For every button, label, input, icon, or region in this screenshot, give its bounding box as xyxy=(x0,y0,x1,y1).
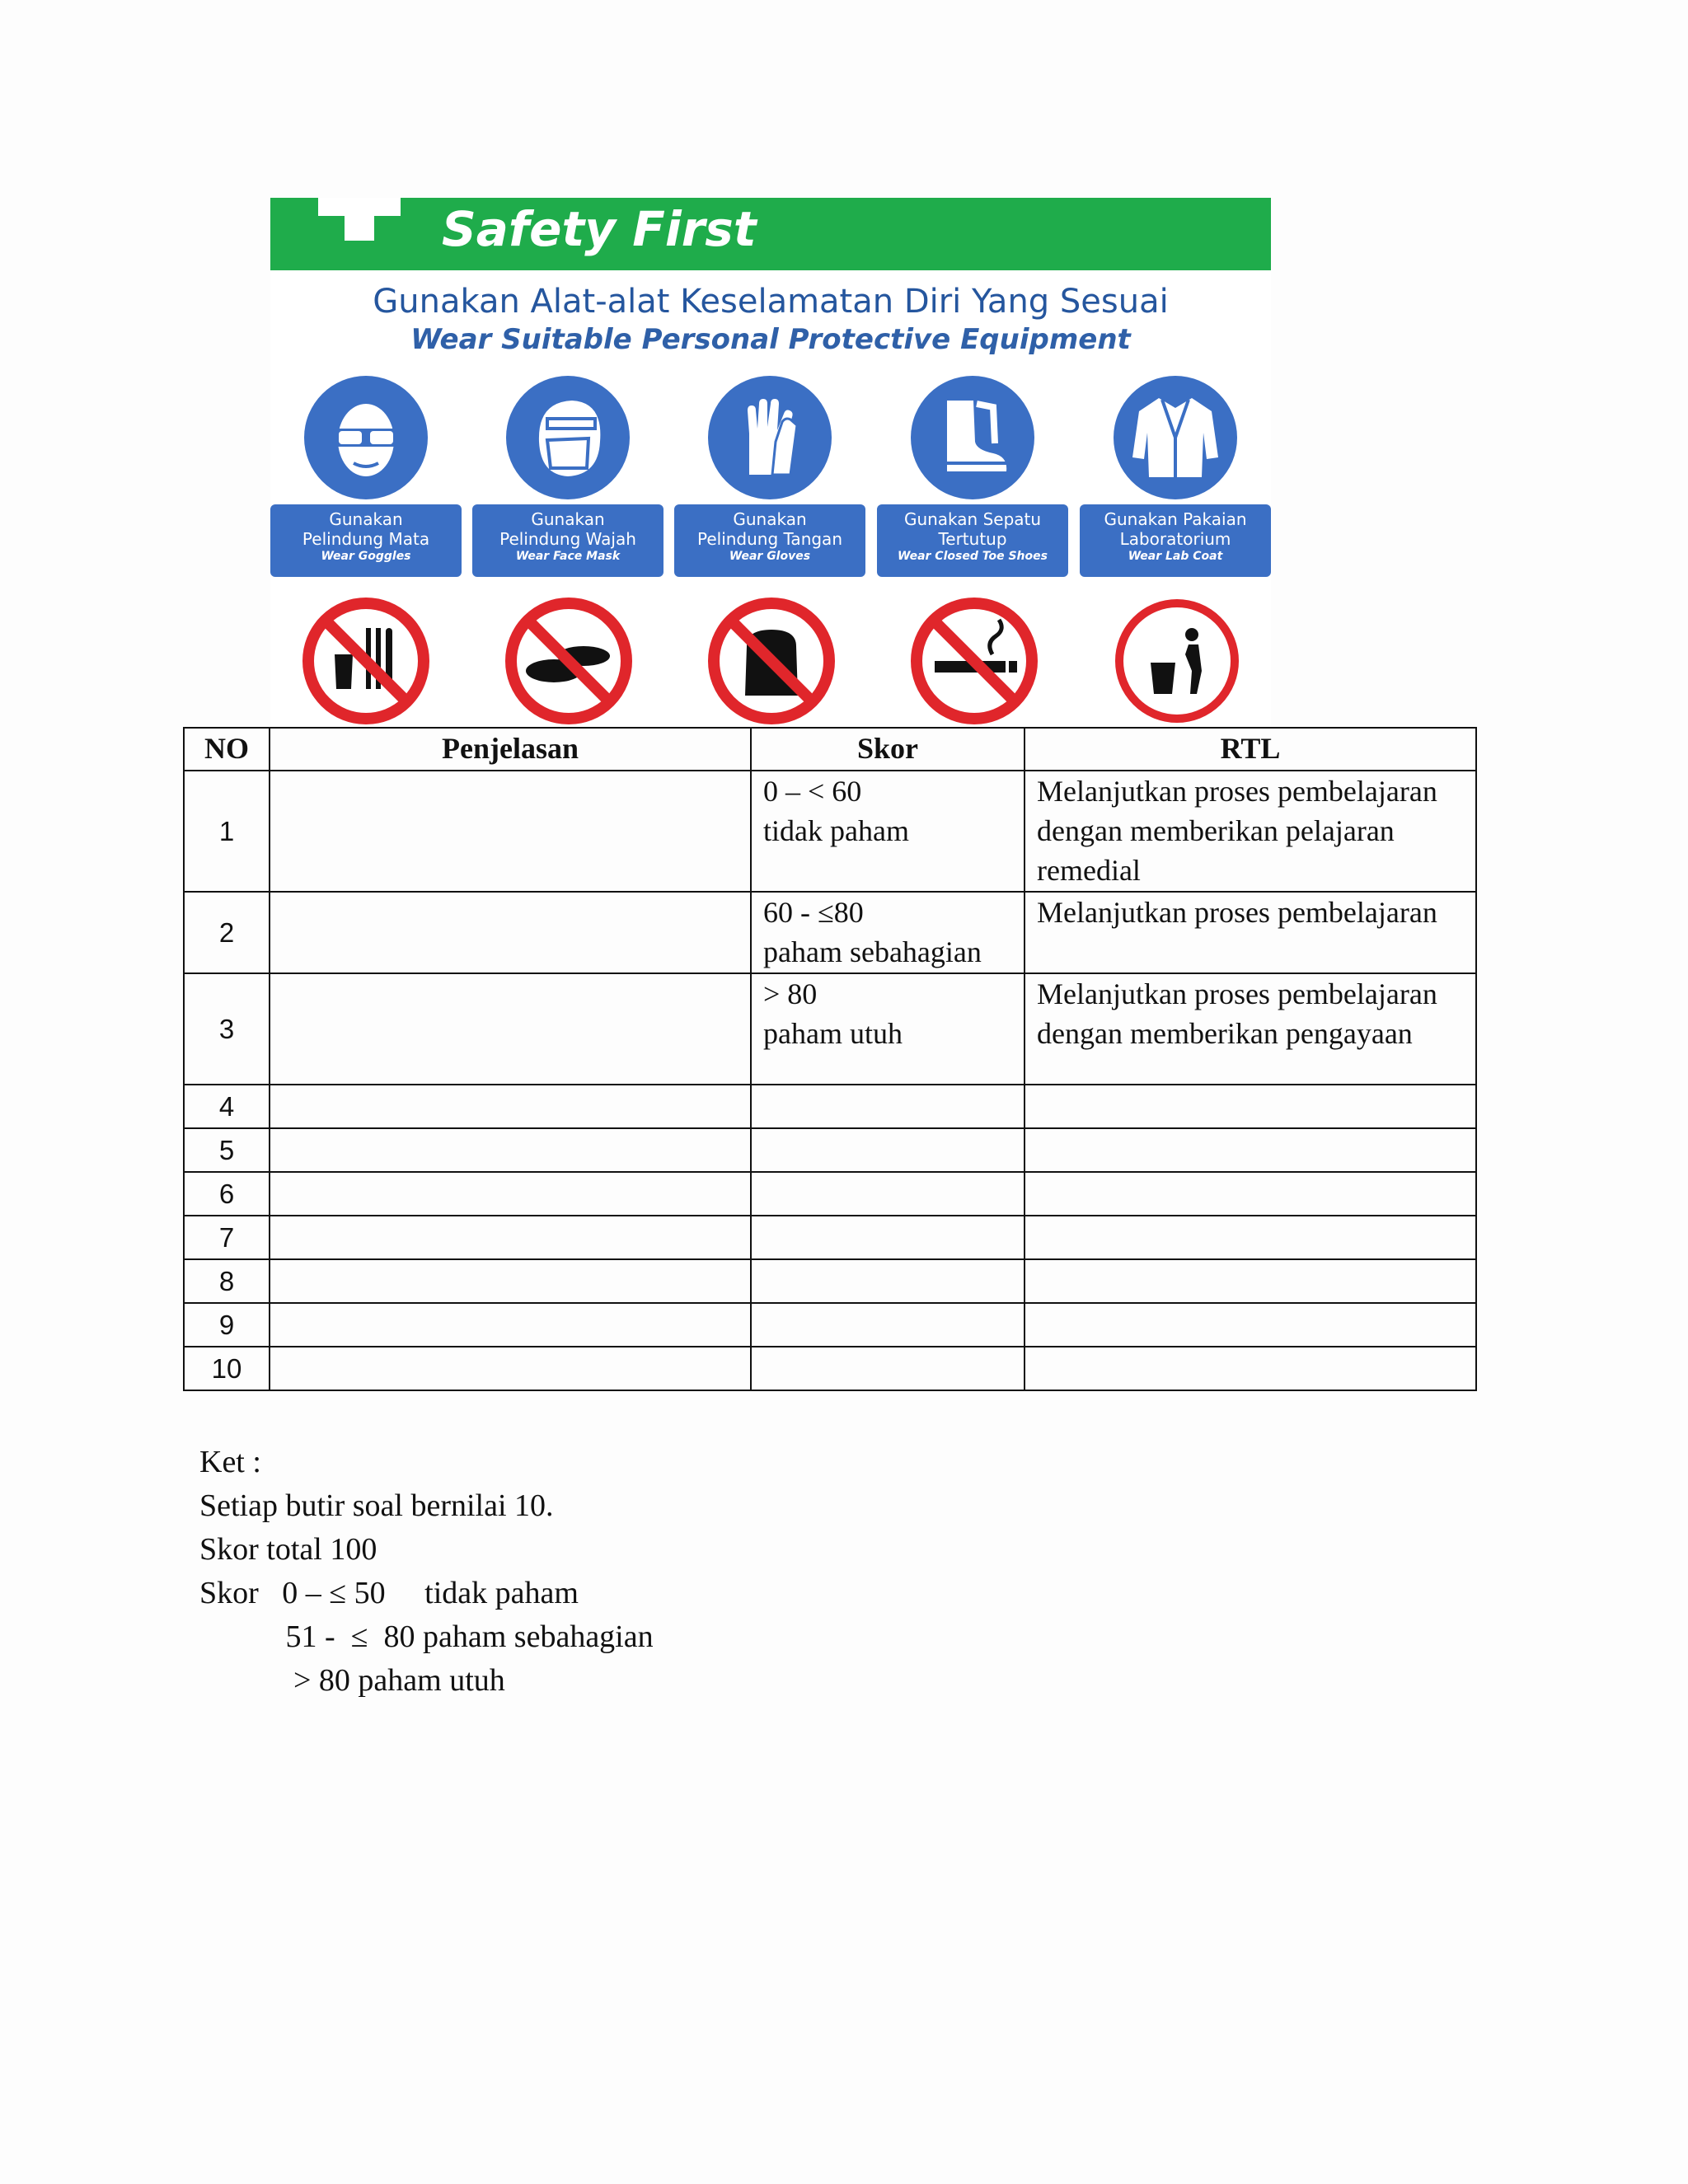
ppe-item-boots xyxy=(877,376,1068,577)
skor-level: tidak paham xyxy=(763,814,909,847)
ppe-item-lab-coat xyxy=(1080,376,1271,577)
no-eating-drinking-icon xyxy=(302,597,430,725)
table-row xyxy=(184,1085,1476,1128)
notes-line: Skor 0 – ≤ 50 tidak paham xyxy=(199,1576,579,1610)
penjelasan-cell xyxy=(270,1172,751,1216)
ppe-label-line1: Gunakan xyxy=(329,509,403,529)
safety-poster xyxy=(270,198,1271,725)
penjelasan-cell xyxy=(270,1085,751,1128)
ppe-label-line1: Gunakan xyxy=(531,509,605,529)
rtl-line: Melanjutkan proses pembelajaran xyxy=(1037,977,1437,1010)
table-row xyxy=(184,1216,1476,1259)
ppe-label-line1: Gunakan xyxy=(733,509,807,529)
skor-level: paham utuh xyxy=(763,1017,903,1050)
notes-line: Skor total 100 xyxy=(199,1532,377,1567)
rtl-line: dengan memberikan pengayaan xyxy=(1037,1017,1413,1050)
score-table xyxy=(183,727,1477,1391)
no-smoking-icon xyxy=(910,597,1039,725)
skor-range: > 80 xyxy=(763,977,818,1010)
header-no: NO xyxy=(184,728,270,771)
rtl-line: dengan memberikan pelajaran xyxy=(1037,814,1395,847)
row-number: 6 xyxy=(184,1172,270,1216)
row-number: 2 xyxy=(184,892,270,973)
skor-level: paham sebahagian xyxy=(763,935,982,968)
skor-cell xyxy=(751,1259,1025,1303)
rtl-cell xyxy=(1025,1085,1476,1128)
row-number: 5 xyxy=(184,1128,270,1172)
no-littering-icon xyxy=(1113,597,1241,725)
skor-cell xyxy=(751,1216,1025,1259)
penjelasan-cell xyxy=(270,1128,751,1172)
ppe-label-english: Wear Goggles xyxy=(321,550,411,563)
skor-range: 60 - ≤80 xyxy=(763,896,864,929)
no-sandals-icon xyxy=(504,597,633,725)
skor-cell xyxy=(751,892,1025,973)
rtl-cell xyxy=(1025,1259,1476,1303)
header-skor: Skor xyxy=(751,728,1025,771)
rtl-line: Melanjutkan proses pembelajaran xyxy=(1037,896,1437,929)
table-row xyxy=(184,771,1476,892)
ppe-label-line2: Laboratorium xyxy=(1119,529,1231,549)
rtl-cell xyxy=(1025,1128,1476,1172)
rtl-cell xyxy=(1025,1303,1476,1347)
ppe-label-line2: Pelindung Wajah xyxy=(499,529,636,549)
penjelasan-cell xyxy=(270,1347,751,1390)
skor-cell xyxy=(751,1128,1025,1172)
skor-cell xyxy=(751,973,1025,1085)
skor-cell xyxy=(751,1303,1025,1347)
skor-cell xyxy=(751,1085,1025,1128)
table-row xyxy=(184,1303,1476,1347)
row-number: 7 xyxy=(184,1216,270,1259)
ppe-label-english: Wear Lab Coat xyxy=(1128,550,1223,563)
safety-banner xyxy=(270,198,1271,270)
row-number: 10 xyxy=(184,1347,270,1390)
skor-cell xyxy=(751,1172,1025,1216)
ppe-label-english: Wear Face Mask xyxy=(515,550,621,563)
header-rtl: RTL xyxy=(1025,728,1476,771)
table-row xyxy=(184,1347,1476,1390)
row-number: 1 xyxy=(184,771,270,892)
rtl-cell xyxy=(1025,973,1476,1085)
poster-title-indonesian: Gunakan Alat-alat Keselamatan Diri Yang Sesuai xyxy=(373,283,1169,321)
rtl-cell xyxy=(1025,1216,1476,1259)
table-row xyxy=(184,1172,1476,1216)
notes-line: 51 - ≤ 80 paham sebahagian xyxy=(199,1619,654,1654)
table-row xyxy=(184,1259,1476,1303)
banner-title: Safety First xyxy=(442,201,757,257)
ppe-item-face-mask xyxy=(472,376,663,577)
notes-heading: Ket : xyxy=(199,1445,261,1479)
skor-cell xyxy=(751,771,1025,892)
row-number: 3 xyxy=(184,973,270,1085)
rtl-line: Melanjutkan proses pembelajaran xyxy=(1037,775,1437,808)
rtl-cell xyxy=(1025,771,1476,892)
penjelasan-cell xyxy=(270,973,751,1085)
penjelasan-cell xyxy=(270,1303,751,1347)
rtl-cell xyxy=(1025,892,1476,973)
rtl-line: remedial xyxy=(1037,854,1141,887)
ppe-label-line2: Pelindung Mata xyxy=(302,529,430,549)
penjelasan-cell xyxy=(270,892,751,973)
header-penjelasan: Penjelasan xyxy=(270,728,751,771)
notes-line: > 80 paham utuh xyxy=(199,1663,505,1698)
rtl-cell xyxy=(1025,1172,1476,1216)
boots-icon xyxy=(927,392,1018,483)
penjelasan-cell xyxy=(270,1216,751,1259)
score-notes xyxy=(199,1441,654,1703)
no-bags-icon xyxy=(707,597,836,725)
penjelasan-cell xyxy=(270,1259,751,1303)
table-header-row xyxy=(184,728,1476,771)
table-row xyxy=(184,892,1476,973)
gloves-icon xyxy=(724,392,815,483)
skor-range: 0 – < 60 xyxy=(763,775,862,808)
ppe-label-line2: Pelindung Tangan xyxy=(696,529,842,549)
ppe-label-english: Wear Gloves xyxy=(729,550,811,563)
table-row xyxy=(184,1128,1476,1172)
face-mask-icon xyxy=(523,392,613,483)
row-number: 8 xyxy=(184,1259,270,1303)
table-row xyxy=(184,973,1476,1085)
goggles-icon xyxy=(321,392,411,483)
skor-cell xyxy=(751,1347,1025,1390)
ppe-label-line2: Tertutup xyxy=(938,529,1007,549)
ppe-label-english: Wear Closed Toe Shoes xyxy=(898,550,1048,563)
penjelasan-cell xyxy=(270,771,751,892)
notes-line: Setiap butir soal bernilai 10. xyxy=(199,1488,554,1523)
rtl-cell xyxy=(1025,1347,1476,1390)
ppe-item-goggles xyxy=(270,376,462,577)
ppe-label-line1: Gunakan Sepatu xyxy=(903,509,1042,529)
lab-coat-icon xyxy=(1126,388,1225,487)
row-number: 9 xyxy=(184,1303,270,1347)
first-aid-cross-icon xyxy=(318,198,401,241)
poster-title-english: Wear Suitable Personal Protective Equipment xyxy=(410,323,1131,356)
ppe-label-line1: Gunakan Pakaian xyxy=(1104,509,1247,529)
row-number: 4 xyxy=(184,1085,270,1128)
ppe-item-gloves xyxy=(674,376,865,577)
